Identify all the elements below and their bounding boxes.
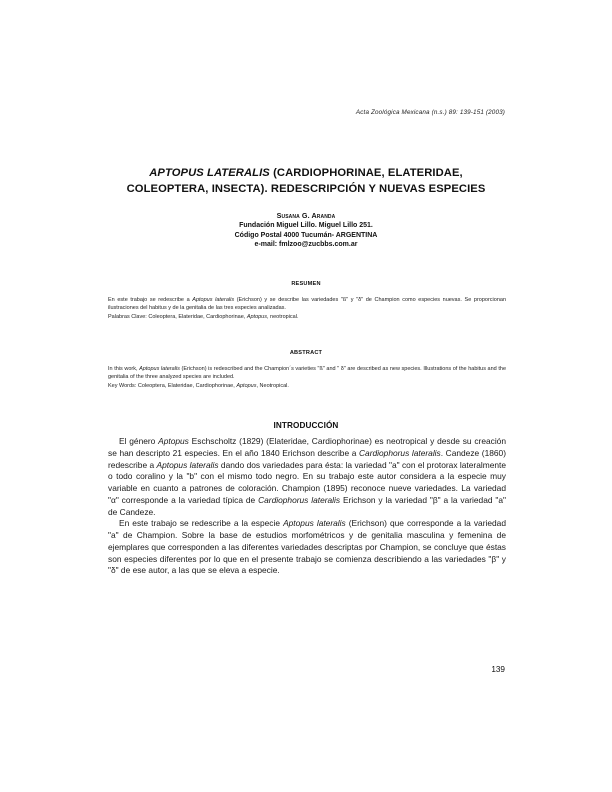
abstract-paragraph: In this work, Aptopus lateralis (Erichson) is redescribed and the Champion´s varieties "ß" and " δ" are described as new species. Illustrations of the habitus and the genitalia of the three analyzed species are included. [108,366,506,381]
resumen-keywords: Palabras Clave: Coleoptera, Elateridae, Cardiophorinae, Aptopus, neotropical. [108,313,299,320]
title-line1-rest: (CARDIOPHORINAE, ELATERIDAE, [269,167,463,179]
abstract-keywords: Key Words: Coleoptera, Elateridae, Cardiophorinae, Aptopus, Neotropical. [108,382,289,389]
author-name: Susana G. Aranda [276,211,336,220]
affiliation-email[interactable]: e-mail: fmlzoo@zucbbs.com.ar [254,241,358,249]
affiliation-line: Código Postal 4000 Tucumán- ARGENTINA [234,231,378,239]
journal-citation: Acta Zoológica Mexicana (n.s.) 89: 139-151 (2003) [355,109,505,116]
title-line2: COLEOPTERA, INSECTA). REDESCRIPCIÓN Y NUEVAS ESPECIES [126,182,486,195]
abstract-text [108,365,506,390]
intro-paragraph-1: El género Aptopus Eschscholtz (1829) (Elateridae, Cardiophorinae) es neotropical y desde su creación se han descripto 21 especies. En el año 1840 Erichson describe a Cardiophorus lateralis. Candeze (1860) redescribe a Aptopus lateralis dando dos variedades para ésta: la variedad "a" con el protorax lateralmente o todo coralino y la "b" con el mismo todo negro. En su trabajo este autor considera a la especie muy variable en cuanto a patrones de coloración. Champion (1895) reconoce nueve variedades. La variedad "α" corresponde a la variedad típica de Cardiophorus lateralis Erichson y la variedad "β" a la variedad "a" de Candeze. [108,436,507,517]
page-number: 139 [491,665,505,674]
resumen-heading: RESUMEN [291,281,321,287]
paper-title [80,166,532,197]
affiliation [100,221,512,250]
resumen-text [108,296,506,321]
title-species: APTOPUS LATERALIS [149,167,270,179]
introduccion-body [108,436,506,577]
introduccion-heading: INTRODUCCIÓN [273,421,339,430]
intro-paragraph-2: En este trabajo se redescribe a la especie Aptopus lateralis (Erichson) que corresponde a la variedad "a" de Champion. Sobre la base de estudios morfométricos y de genitalia masculina y femenina de ejemplares que corresponden a las diferentes variedades descriptas por Champion, se concluye que éstas son especies diferentes por lo que en el presente trabajo se comienza describiendo a las variedades "β" y "δ" de ese autor, a las que se eleva a especie. [108,518,506,576]
resumen-paragraph: En este trabajo se redescribe a Aptopus lateralis (Erichson) y se describe las variedades "ß" y "δ" de Champion como especies nuevas. Se proporcionan ilustraciones del habitus y de la genitalia de las tres especies analizadas. [108,297,507,312]
abstract-heading: ABSTRACT [289,350,323,356]
affiliation-line: Fundación Miguel Lillo. Miguel Lillo 251. [239,222,373,229]
